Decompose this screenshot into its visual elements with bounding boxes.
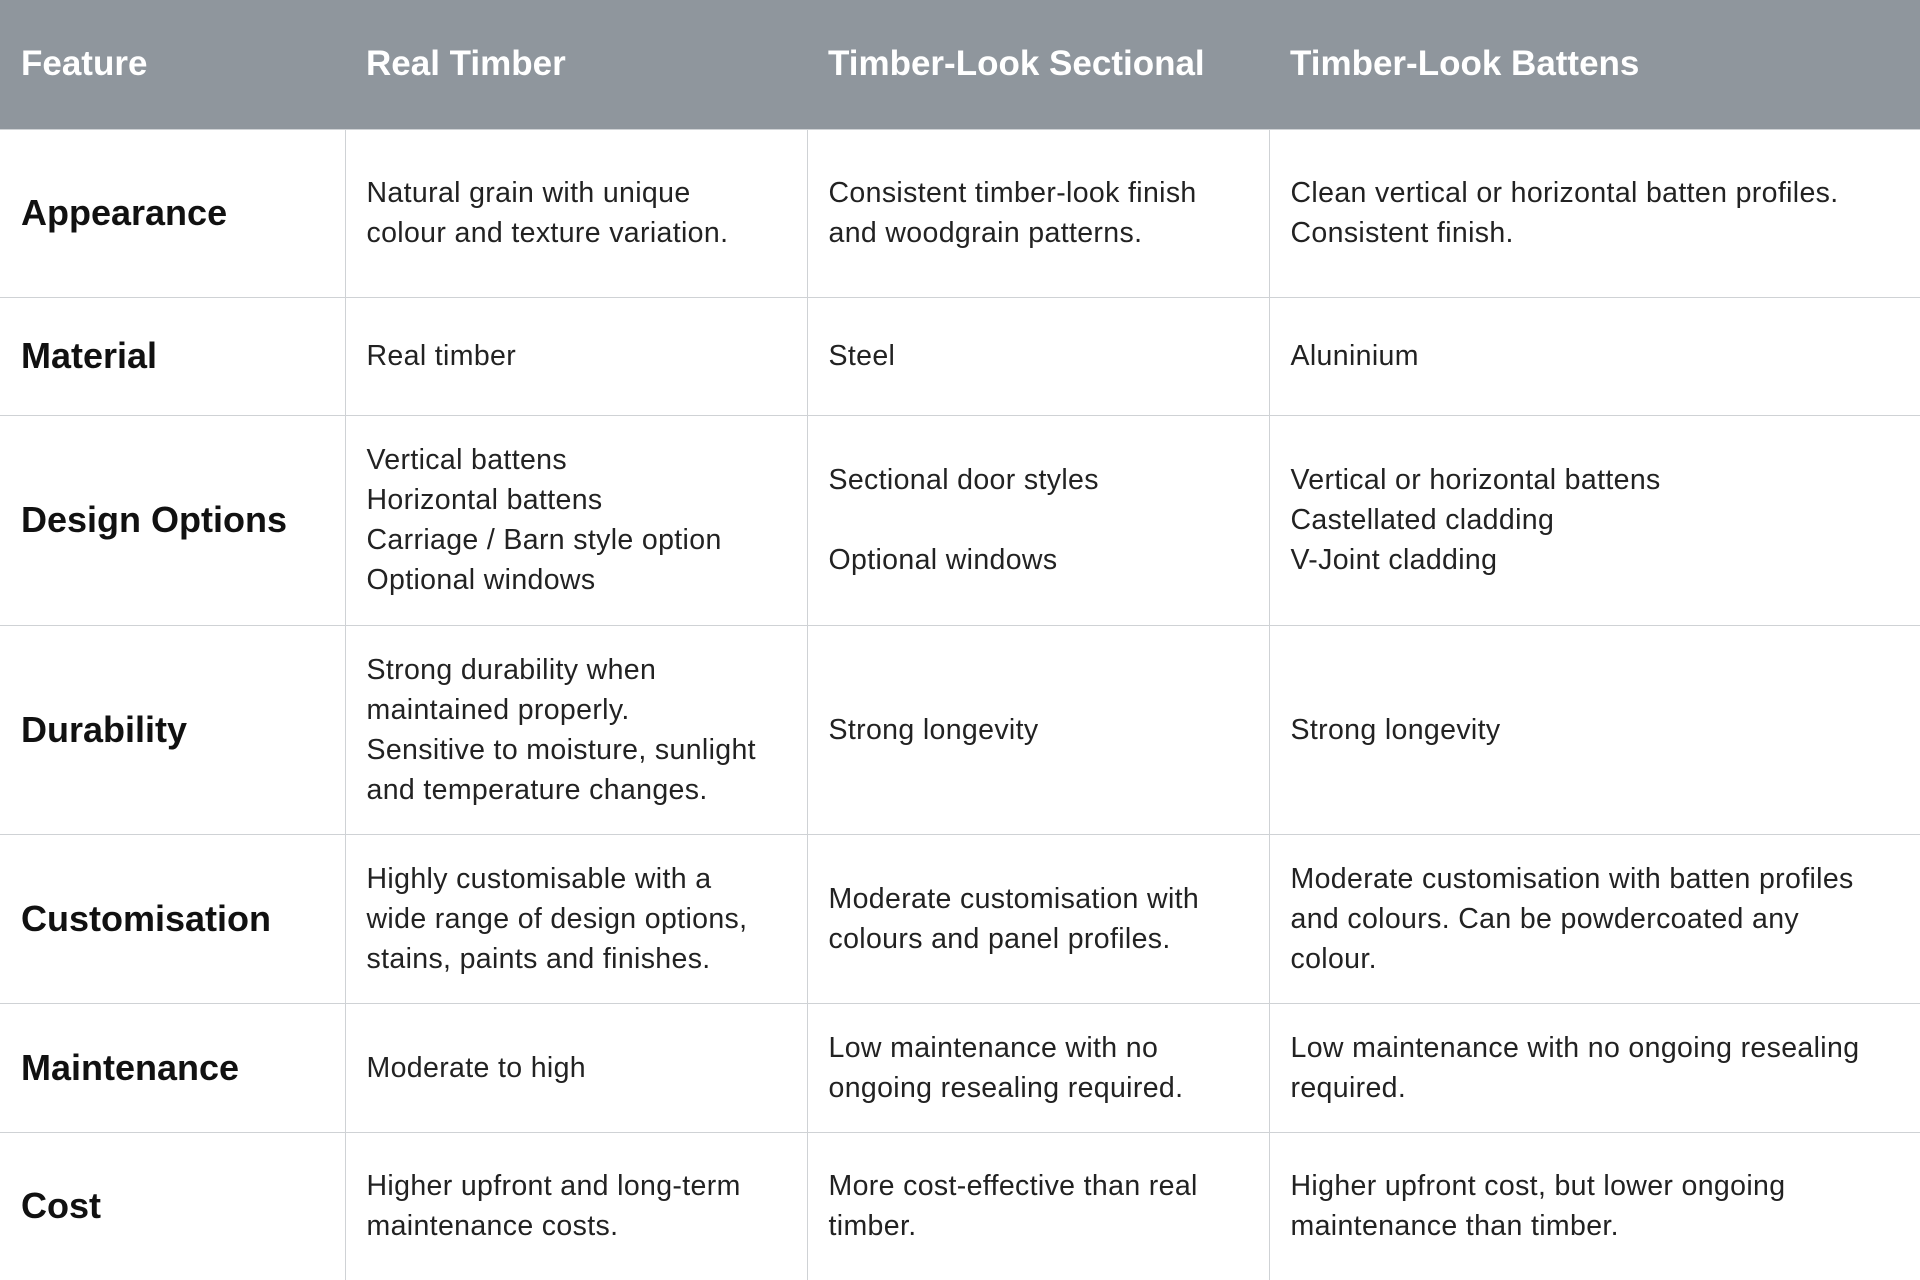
cell-material-real-timber [345,297,807,415]
table-row-maintenance [0,1003,1920,1132]
row-label-material: Material [0,297,345,415]
table-row-durability [0,625,1920,834]
table-row-customisation [0,834,1920,1003]
cell-cost-real-timber [345,1132,807,1280]
cell-customisation-sectional [807,834,1269,1003]
row-label-customisation: Customisation [0,834,345,1003]
cell-durability-battens [1269,625,1920,834]
cell-appearance-battens [1269,129,1920,297]
cell-text-line: Low maintenance with no [828,1031,1159,1064]
row-label-maintenance: Maintenance [0,1003,345,1132]
cell-material-battens [1269,297,1920,415]
table-row-appearance [0,129,1920,297]
cell-text-line: V-Joint cladding [1290,544,1498,576]
cell-text-line: Sectional door styles [828,464,1099,496]
cell-text-line: colour. [1290,942,1377,975]
table-row-design-options [0,415,1920,625]
table-body [0,129,1920,1280]
cell-design-options-sectional [807,415,1269,625]
line-spacer [829,500,1249,540]
row-label-appearance: Appearance [0,129,345,297]
cell-text-line: Clean vertical or horizontal batten profiles. [1290,177,1839,209]
cell-text-line: Vertical battens [366,444,567,476]
row-label-design-options: Design Options [0,415,345,625]
cell-material-sectional [807,297,1269,415]
table-row-material [0,297,1920,415]
cell-text-line: Strong durability when [366,653,657,686]
cell-text-line: Natural grain with unique [366,177,691,209]
cell-appearance-sectional [807,129,1269,297]
header-row [0,0,1920,129]
cell-text-line: Low maintenance with no ongoing resealing [1290,1031,1860,1064]
cell-text-line: wide range of design options, [366,902,748,935]
cell-text-line: colours and panel profiles. [828,922,1171,955]
cell-text-line: Sensitive to moisture, sunlight [366,733,756,766]
cell-text-line: More cost-effective than real [828,1170,1198,1203]
cell-text-line: ongoing resealing required. [828,1071,1184,1104]
cell-text-line: Horizontal battens [366,484,603,516]
cell-text-line: stains, paints and finishes. [366,942,711,975]
cell-text-line: Carriage / Barn style option [366,524,722,556]
cell-text-line: Highly customisable with a [366,862,712,895]
header-real-timber: Real Timber [345,0,807,129]
cell-text-line: maintained properly. [366,693,630,726]
cell-text-line: Consistent finish. [1290,217,1514,249]
cell-customisation-battens [1269,834,1920,1003]
cell-text-line: maintenance than timber. [1290,1210,1619,1243]
table-header [0,0,1920,129]
cell-text-line: Vertical or horizontal battens [1290,464,1661,496]
cell-text-line: Moderate customisation with [828,882,1200,915]
cell-maintenance-real-timber [345,1003,807,1132]
cell-cost-battens [1269,1132,1920,1280]
cell-design-options-battens [1269,415,1920,625]
header-timber-look-battens: Timber-Look Battens [1269,0,1920,129]
cell-text-line: Moderate customisation with batten profiles [1290,862,1854,895]
cell-text-line: and colours. Can be powdercoated any [1290,902,1800,935]
cell-text-line: required. [1290,1071,1407,1104]
header-timber-look-sectional: Timber-Look Sectional [807,0,1269,129]
row-label-durability: Durability [0,625,345,834]
cell-text-line: Consistent timber-look finish [828,177,1197,209]
cell-text-line: Strong longevity [828,713,1039,746]
cell-text-line: Moderate to high [366,1051,586,1084]
cell-text-line: Real timber [366,340,517,372]
cell-durability-real-timber [345,625,807,834]
cell-maintenance-sectional [807,1003,1269,1132]
cell-text-line: Optional windows [828,544,1058,576]
cell-cost-sectional [807,1132,1269,1280]
cell-text-line: maintenance costs. [366,1210,619,1243]
row-label-cost: Cost [0,1132,345,1280]
cell-design-options-real-timber [345,415,807,625]
cell-text-line: and woodgrain patterns. [828,217,1143,249]
cell-appearance-real-timber [345,129,807,297]
cell-text-line: colour and texture variation. [366,217,729,249]
cell-text-line: Castellated cladding [1290,504,1555,536]
cell-text-line: and temperature changes. [366,773,708,806]
cell-text-line: Strong longevity [1290,713,1501,746]
cell-durability-sectional [807,625,1269,834]
cell-text-line: Optional windows [366,564,596,596]
header-feature: Feature [0,0,345,129]
table-row-cost [0,1132,1920,1280]
cell-customisation-real-timber [345,834,807,1003]
cell-text-line: Aluninium [1290,340,1419,372]
cell-text-line: timber. [828,1210,917,1243]
cell-text-line: Steel [828,340,896,372]
cell-text-line: Higher upfront cost, but lower ongoing [1290,1170,1786,1203]
cell-maintenance-battens [1269,1003,1920,1132]
cell-text-line: Higher upfront and long-term [366,1170,741,1203]
